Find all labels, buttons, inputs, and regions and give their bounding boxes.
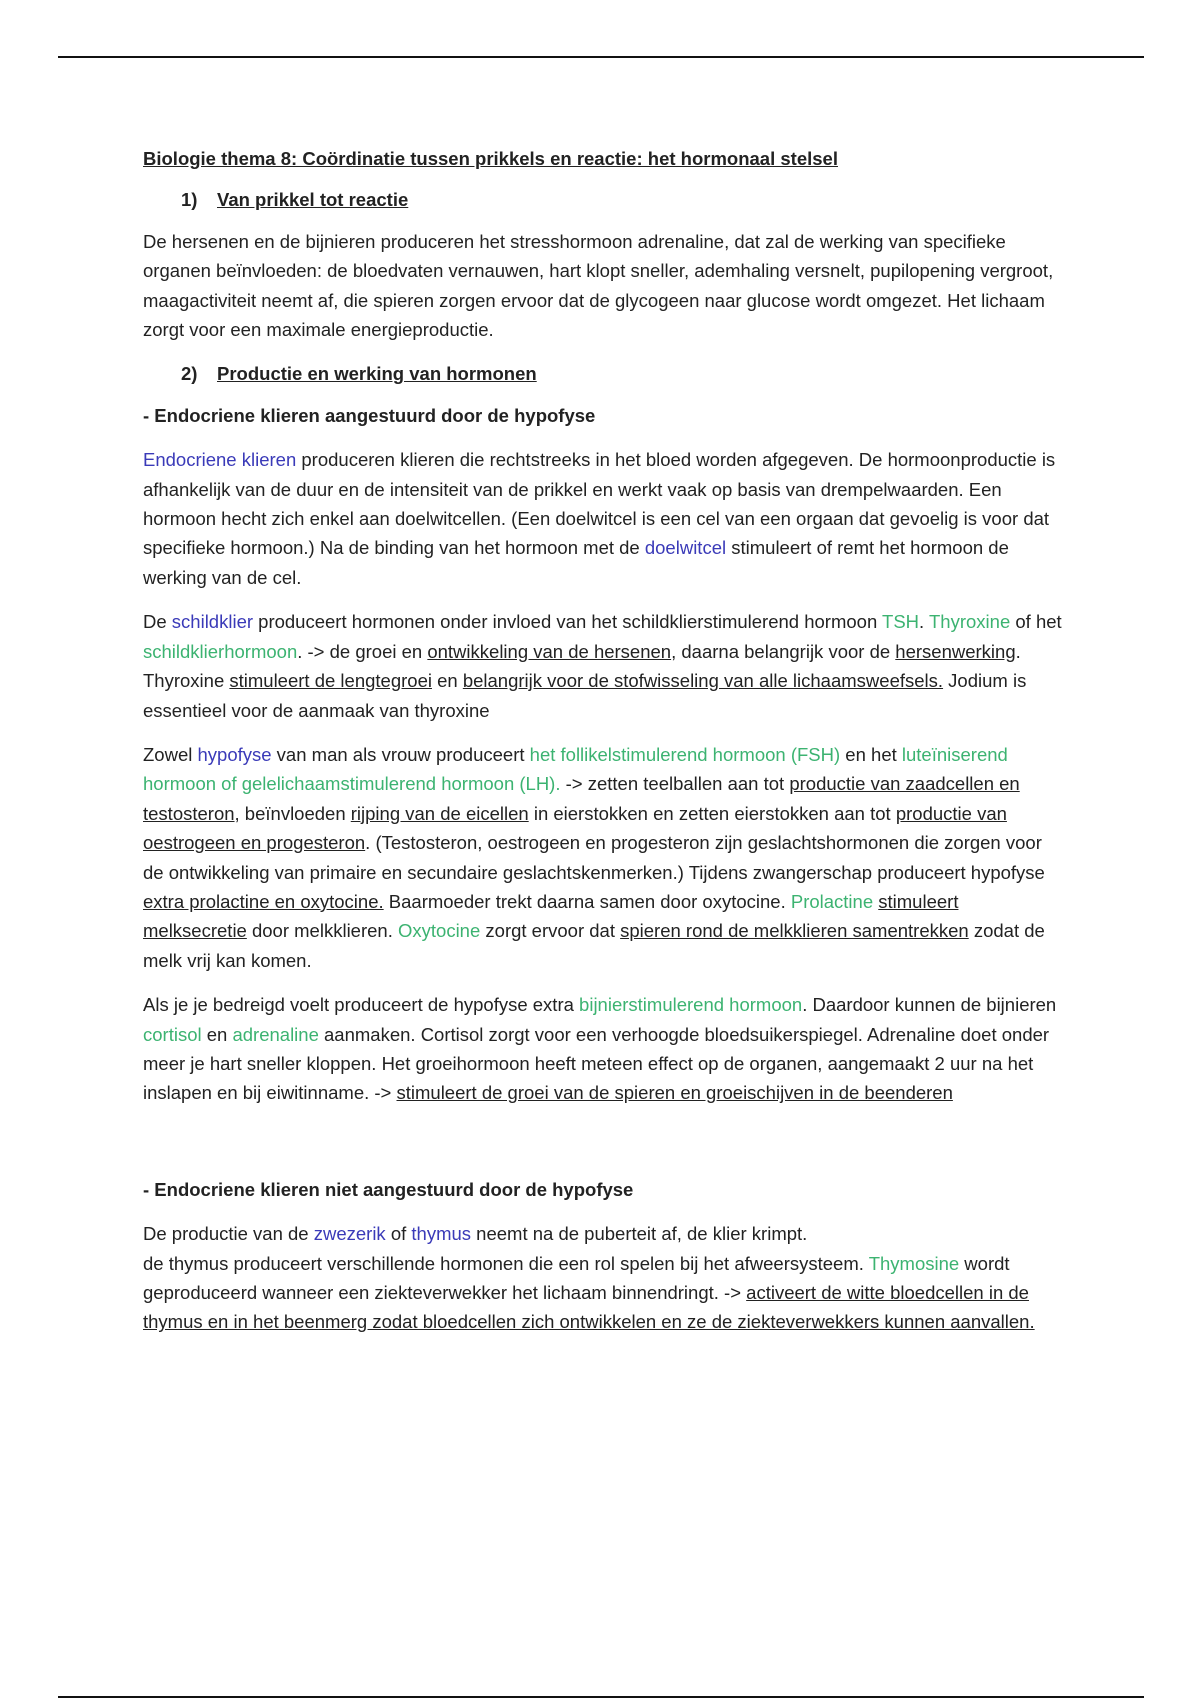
document-title: Biologie thema 8: Coördinatie tussen prikkels en reactie: het hormonaal stelsel: [143, 148, 838, 169]
text-run: , daarna belangrijk voor de: [671, 640, 896, 662]
section-1-paragraph: De hersenen en de bijnieren produceren het stresshormoon adrenaline, dat zal de werking van specifieke organen beïnvloeden: de bloedvaten vernauwen, hart klopt sneller, ademhaling versnelt, pupilopening vergroot, maagactiviteit neemt af, die spieren zorgen ervoor dat de glycogeen naar glucose wordt omgezet. Het lichaam zorgt voor een maximale energieproductie.: [143, 230, 1054, 341]
subheading-controlled: - Endocriene klieren aangestuurd door de hypofyse: [143, 404, 596, 426]
term-thymus: thymus: [411, 1223, 472, 1245]
text-run: neemt na de puberteit af, de klier krimpt.: [471, 1223, 808, 1245]
text-run: de thymus produceert verschillende hormonen die een rol spelen bij het afweersysteem.: [143, 1252, 869, 1274]
text-run: zorgt ervoor dat: [480, 920, 621, 942]
underlined-text: stimuleert de groei van de spieren en groeischijven in de beenderen: [396, 1082, 953, 1104]
term-endocriene-klieren: Endocriene klieren: [143, 449, 297, 471]
text-run: door melkklieren.: [246, 920, 398, 942]
paragraph-endocrine: [143, 445, 1063, 592]
text-run: zodat de melk vrij kan komen.: [143, 920, 1045, 971]
term-prolactine: Prolactine: [790, 890, 874, 912]
text-run: Jodium is essentieel voor de aanmaak van thyroxine: [143, 670, 1027, 721]
section-1-number: 1): [181, 189, 198, 211]
term-fsh: het follikelstimulerend hormoon (FSH): [529, 743, 841, 765]
term-adrenaline: adrenaline: [232, 1023, 319, 1045]
text-run: produceert hormonen onder invloed van het schildklierstimulerend hormoon: [253, 611, 883, 633]
footer-rule: [58, 1696, 1144, 1698]
paragraph-bijnier: [143, 990, 1063, 1108]
text-run: aanmaken. Cortisol zorgt voor een verhoogde bloedsuikerspiegel. Adrenaline doet onder meer je hart sneller kloppen. Het groeihormoon heeft meteen effect op de organen, aangemaakt 2 uur na het inslapen en bij eiwitinname. ->: [143, 1023, 1050, 1104]
text-run: en het: [840, 743, 902, 765]
term-lh: luteïniserend hormoon of gelelichaamstimulerend hormoon (LH).: [143, 743, 1008, 795]
term-cortisol: cortisol: [143, 1023, 202, 1045]
document-body: [143, 144, 1063, 1352]
text-run: of: [385, 1223, 412, 1245]
subheading-not-controlled: - Endocriene klieren niet aangestuurd door de hypofyse: [143, 1178, 634, 1200]
header-rule: [58, 56, 1144, 58]
underlined-text: belangrijk voor de stofwisseling van alle lichaamsweefsels.: [462, 670, 944, 692]
spacer: [143, 1123, 1063, 1175]
text-run: -> zetten teelballen aan tot: [560, 773, 790, 795]
text-run: . -> de groei en: [297, 640, 428, 662]
text-run: , beïnvloeden: [234, 802, 351, 824]
term-schildklierhormoon: schildklierhormoon: [143, 640, 298, 662]
text-run: . (Testosteron, oestrogeen en progesteron zijn geslachtshormonen die zorgen voor de ontwikkeling van primaire en secundaire geslachtskenmerken.) Tijdens zwangerschap produceert hypofyse: [143, 832, 1045, 883]
text-run: Zowel: [143, 743, 198, 765]
underlined-text: stimuleert de lengtegroei: [229, 670, 432, 692]
text-run: en: [201, 1023, 233, 1045]
underlined-text: productie van oestrogeen en progesteron: [143, 802, 1007, 854]
text-run: . Daardoor kunnen de bijnieren: [802, 994, 1057, 1016]
section-1-title: Van prikkel tot reactie: [217, 189, 409, 211]
text-run: Als je je bedreigd voelt produceert de hypofyse extra: [143, 994, 580, 1016]
underlined-text: extra prolactine en oxytocine.: [143, 890, 384, 912]
term-tsh: TSH: [882, 611, 920, 633]
text-run: Baarmoeder trekt daarna samen door oxytocine.: [383, 890, 791, 912]
paragraph-thymus: [143, 1219, 1063, 1337]
term-bijnierstimulerend-hormoon: bijnierstimulerend hormoon: [579, 994, 803, 1016]
term-oxytocine: Oxytocine: [398, 920, 481, 942]
term-thyroxine: Thyroxine: [929, 611, 1011, 633]
term-hypofyse: hypofyse: [197, 743, 272, 765]
underlined-text: rijping van de eicellen: [350, 802, 529, 824]
section-2-title: Productie en werking van hormonen: [217, 363, 537, 385]
underlined-text: productie van zaadcellen en testosteron: [143, 773, 1020, 824]
text-run: of het: [1010, 611, 1062, 633]
paragraph-schildklier: [143, 607, 1063, 725]
paragraph-hypofyse: [143, 740, 1063, 975]
text-run: van man als vrouw produceert: [271, 743, 530, 765]
section-2-number: 2): [181, 363, 198, 385]
term-thymosine: Thymosine: [868, 1252, 960, 1274]
underlined-text: ontwikkeling van de hersenen: [427, 640, 672, 662]
term-schildklier: schildklier: [171, 611, 254, 633]
underlined-text: spieren rond de melkklieren samentrekken: [620, 920, 969, 942]
text-run: in eierstokken en zetten eierstokken aan tot: [528, 802, 896, 824]
text-run: stimuleert of remt het hormoon de werking van de cel.: [143, 537, 1009, 588]
text-run: . Thyroxine: [143, 640, 1021, 692]
term-doelwitcel: doelwitcel: [644, 537, 727, 559]
term-zwezerik: zwezerik: [313, 1223, 386, 1245]
text-run: De productie van de: [143, 1223, 314, 1245]
text-run: .: [919, 611, 929, 633]
text-run: De: [143, 611, 172, 633]
underlined-text: hersenwerking: [895, 640, 1016, 662]
text-run: produceren klieren die rechtstreeks in het bloed worden afgegeven. De hormoonproductie is afhankelijk van de duur en de intensiteit van de prikkel en werkt vaak op basis van drempelwaarden. Een hormoon hecht zich enkel aan doelwitcellen. (Een doelwitcel is een cel van een orgaan dat gevoelig is voor dat specifieke hormoon.) Na de binding van het hormoon met de: [143, 449, 1056, 559]
section-2-heading: [181, 359, 1063, 388]
underlined-text: stimuleert melksecretie: [143, 890, 959, 942]
text-run: wordt geproduceerd wanneer een ziekteverwekker het lichaam binnendringt. ->: [143, 1252, 1010, 1303]
section-1-heading: [181, 185, 1063, 214]
underlined-text: activeert de witte bloedcellen in de thymus en in het beenmerg zodat bloedcellen zich ontwikkelen en ze de ziekteverwekkers kunnen aanvallen.: [143, 1282, 1035, 1333]
text-run: en: [431, 670, 463, 692]
